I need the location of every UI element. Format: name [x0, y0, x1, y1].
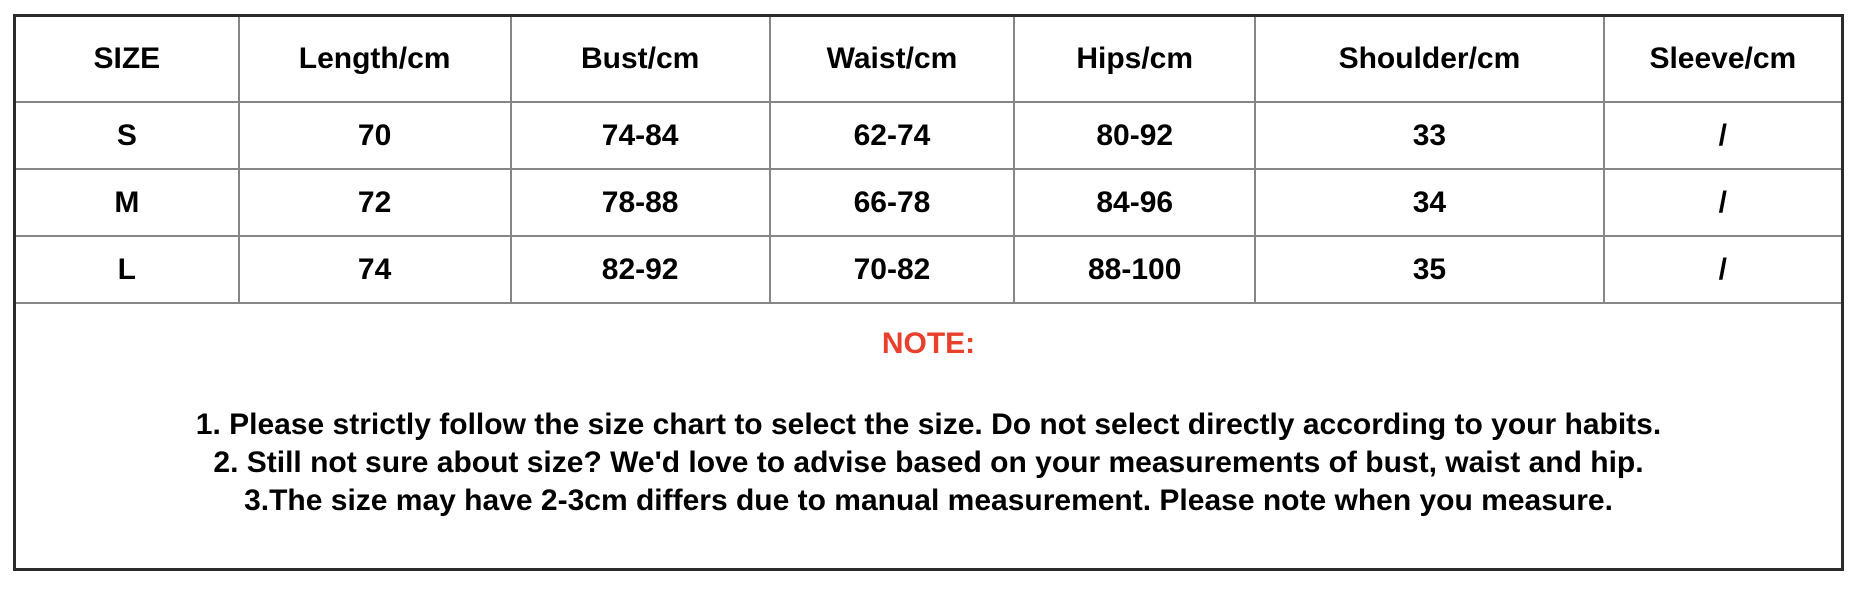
- cell-bust: 82-92: [511, 236, 770, 303]
- cell-size-label: M: [16, 169, 239, 236]
- note-title: NOTE:: [881, 327, 976, 360]
- column-header-length: Length/cm: [239, 17, 511, 102]
- cell-sleeve: /: [1604, 236, 1841, 303]
- table-row-s: [16, 102, 1841, 169]
- cell-waist: 70-82: [770, 236, 1015, 303]
- cell-length: 70: [239, 102, 511, 169]
- column-header-sleeve: Sleeve/cm: [1604, 17, 1841, 102]
- cell-shoulder: 35: [1255, 236, 1604, 303]
- note-row: [16, 303, 1841, 568]
- cell-size-label: L: [16, 236, 239, 303]
- column-header-shoulder: Shoulder/cm: [1255, 17, 1604, 102]
- cell-hips: 80-92: [1014, 102, 1255, 169]
- header-row: [16, 17, 1841, 102]
- table-row-m: [16, 169, 1841, 236]
- cell-bust: 78-88: [511, 169, 770, 236]
- cell-waist: 66-78: [770, 169, 1015, 236]
- note-line-1: 1. Please strictly follow the size chart to select the size. Do not select directly according to your habits.: [195, 408, 1662, 441]
- cell-hips: 88-100: [1014, 236, 1255, 303]
- column-header-hips: Hips/cm: [1014, 17, 1255, 102]
- cell-bust: 74-84: [511, 102, 770, 169]
- column-header-bust: Bust/cm: [511, 17, 770, 102]
- cell-size-label: S: [16, 102, 239, 169]
- table-row-l: [16, 236, 1841, 303]
- column-header-size: SIZE: [16, 17, 239, 102]
- cell-sleeve: /: [1604, 102, 1841, 169]
- column-header-waist: Waist/cm: [770, 17, 1015, 102]
- size-table: [16, 17, 1841, 568]
- cell-sleeve: /: [1604, 169, 1841, 236]
- cell-shoulder: 34: [1255, 169, 1604, 236]
- note-area: [16, 303, 1841, 568]
- note-line-3: 3.The size may have 2-3cm differs due to manual measurement. Please note when you measure.: [244, 484, 1613, 517]
- cell-length: 74: [239, 236, 511, 303]
- cell-length: 72: [239, 169, 511, 236]
- cell-waist: 62-74: [770, 102, 1015, 169]
- cell-hips: 84-96: [1014, 169, 1255, 236]
- note-line-2: 2. Still not sure about size? We'd love to advise based on your measurements of bust, waist and hip.: [213, 446, 1644, 479]
- note-lines: [16, 406, 1841, 520]
- size-chart: [13, 14, 1844, 571]
- cell-shoulder: 33: [1255, 102, 1604, 169]
